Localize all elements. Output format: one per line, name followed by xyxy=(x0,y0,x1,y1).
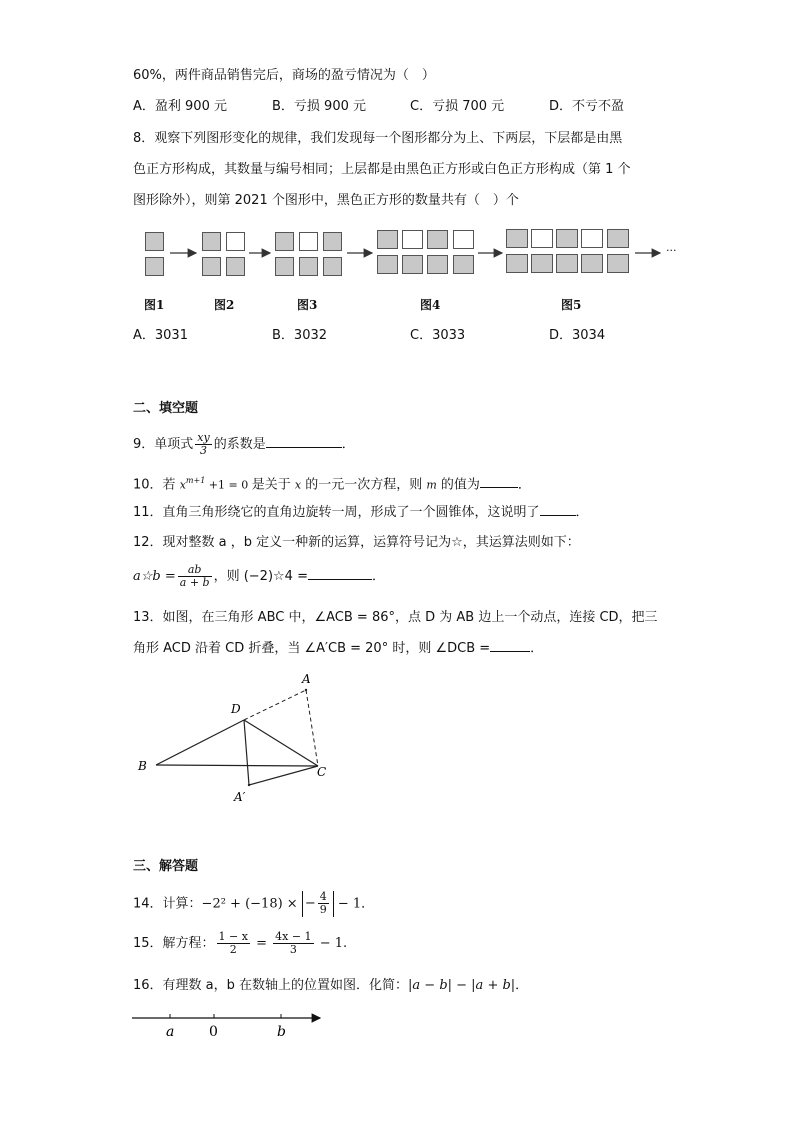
figure-label-4: 图4 xyxy=(420,298,441,312)
q16-line xyxy=(133,976,528,996)
answer-blank xyxy=(308,567,372,580)
q11-line xyxy=(133,503,589,523)
axis-label-b: b xyxy=(277,1024,286,1040)
q14-absolute: − $\frac{4}{9}$ xyxy=(302,891,334,917)
q10-suffix: 的值为 xyxy=(436,477,480,493)
section-heading: 二、填空题 xyxy=(133,401,199,416)
figure-label-3: 图3 xyxy=(297,298,318,312)
axis-label-a: a xyxy=(166,1024,175,1040)
figure-label-5: 图5 xyxy=(561,298,582,312)
q8-option-c: C．3033 xyxy=(410,328,466,343)
q14-expr1: −2² + (−18) × xyxy=(201,896,302,912)
q9-prefix: 9．单项式 xyxy=(133,437,194,452)
q15-den-2: 3 xyxy=(289,943,297,956)
q12-lhs: a☆b = xyxy=(133,569,176,584)
segment-ac-dashed xyxy=(306,690,318,766)
q8-figure xyxy=(140,228,680,318)
q7-line: 60%，两件商品销售完后，商场的盈亏情况为（ ） xyxy=(133,68,435,83)
answer-blank xyxy=(480,475,518,488)
answer-blank xyxy=(540,503,576,516)
segment-a-prime-c xyxy=(249,766,318,785)
q10-var2: m xyxy=(426,478,437,492)
q10-prefix: 10．若 xyxy=(133,477,180,493)
label-a-prime: A′ xyxy=(234,790,246,804)
q11-text: 11．直角三角形绕它的直角边旋转一周，形成了一个圆锥体，这说明了 xyxy=(133,505,540,520)
q7-option-a: A．盈利 900 元 xyxy=(133,99,227,114)
q15-num-2: 4x − 1 xyxy=(275,930,312,943)
q11-end: ． xyxy=(575,505,589,520)
q16-end: ． xyxy=(515,978,529,993)
q9-end: ． xyxy=(341,437,355,452)
point-a-prime xyxy=(248,784,250,786)
q13-end: ． xyxy=(530,641,544,656)
q15-den-1: 2 xyxy=(229,943,237,956)
q13-line-1: 13．如图，在三角形 ABC 中，∠ACB = 86°，点 D 为 AB 边上一个动点，连接 CD，把三 xyxy=(133,610,658,625)
q8-line-1: 8．观察下列图形变化的规律，我们发现每一个图形都分为上、下两层，下层都是由黑 xyxy=(133,131,623,146)
q12-line-1: 12．现对整数 a ，b 定义一种新的运算，运算符号记为☆，其运算法则如下： xyxy=(133,535,580,550)
q15-num-1: 1 − x xyxy=(218,930,248,943)
axis-label-zero: 0 xyxy=(209,1024,218,1040)
q12-fraction xyxy=(178,564,212,589)
q14-line xyxy=(133,891,374,918)
q9-line xyxy=(133,432,355,458)
q15-fraction-2 xyxy=(273,931,313,956)
q10-mid: 是关于 xyxy=(251,477,295,493)
q12-line-2 xyxy=(133,564,385,590)
segment-da-dashed xyxy=(244,690,306,720)
q16-text: 16．有理数 a，b 在数轴上的位置如图．化简： xyxy=(133,978,409,993)
label-b: B xyxy=(138,759,147,773)
q10-eq: +1 = 0 xyxy=(205,478,252,492)
point-a xyxy=(305,689,307,691)
segment-bd xyxy=(156,720,244,765)
q15-prefix: 15．解方程： xyxy=(133,936,215,951)
q9-den: 3 xyxy=(199,444,207,457)
q8-option-b: B．3032 xyxy=(272,328,328,343)
segment-dc xyxy=(244,720,318,766)
q7-option-c: C．亏损 700 元 xyxy=(410,99,505,114)
q15-tail: − 1. xyxy=(315,936,348,951)
label-c: C xyxy=(317,765,327,779)
q8-option-a: A．3031 xyxy=(133,328,188,343)
q8-arrows xyxy=(140,228,680,288)
q15-eq: = xyxy=(251,936,272,951)
q16-expr: |a − b| − |a + b| xyxy=(408,978,516,993)
q12-mid: ，则 (−2)☆4 = xyxy=(213,569,308,584)
q8-line-2: 色正方形构成，其数量与编号相同；上层都是由黑色正方形或白色正方形构成（第 1 个 xyxy=(133,162,631,177)
number-line xyxy=(128,1008,328,1044)
q7-option-d: D．不亏不盈 xyxy=(549,99,625,114)
q9-num: xy xyxy=(197,431,210,444)
q14-fraction xyxy=(318,891,329,916)
q8-option-d: D．3034 xyxy=(549,328,606,343)
q10-base: x xyxy=(179,478,186,492)
q12-end: ． xyxy=(371,569,385,584)
q14-prefix: 14．计算： xyxy=(133,896,202,912)
q10-line xyxy=(133,471,531,495)
q12-den: a + b xyxy=(179,576,210,589)
figure-label-1: 图1 xyxy=(144,298,165,312)
segment-da-prime xyxy=(244,720,249,785)
q13-line-2-text: 角形 ACD 沿着 CD 折叠，当 ∠A′CB = 20° 时，则 ∠DCB = xyxy=(133,641,491,656)
label-a: A xyxy=(302,672,311,686)
q8-line-3: 图形除外），则第 2021 个图形中，黑色正方形的数量共有（ ）个 xyxy=(133,193,519,208)
label-d: D xyxy=(231,702,241,716)
segment-bc xyxy=(156,765,318,766)
q10-mid2: 的一元一次方程，则 xyxy=(301,477,427,493)
q14-den: 9 xyxy=(319,903,327,916)
ellipsis: ··· xyxy=(666,244,677,257)
triangle-figure xyxy=(130,668,350,808)
q9-fraction xyxy=(195,432,211,457)
q10-exponent: m+1 xyxy=(185,476,206,485)
q10-end: ． xyxy=(517,477,531,493)
q10-var: x xyxy=(294,478,302,492)
figure-label-2: 图2 xyxy=(214,298,235,312)
q7-option-b: B．亏损 900 元 xyxy=(272,99,366,114)
q9-suffix: 的系数是 xyxy=(213,437,266,452)
answer-blank xyxy=(490,639,530,652)
q15-line xyxy=(133,930,347,958)
q13-line-2 xyxy=(133,639,543,659)
q12-num: ab xyxy=(178,564,212,577)
answer-blank xyxy=(266,435,342,448)
q14-num: 4 xyxy=(319,890,327,903)
q15-fraction-1 xyxy=(217,931,250,956)
q14-expr2: − 1． xyxy=(333,896,375,912)
section-heading: 三、解答题 xyxy=(133,859,199,874)
